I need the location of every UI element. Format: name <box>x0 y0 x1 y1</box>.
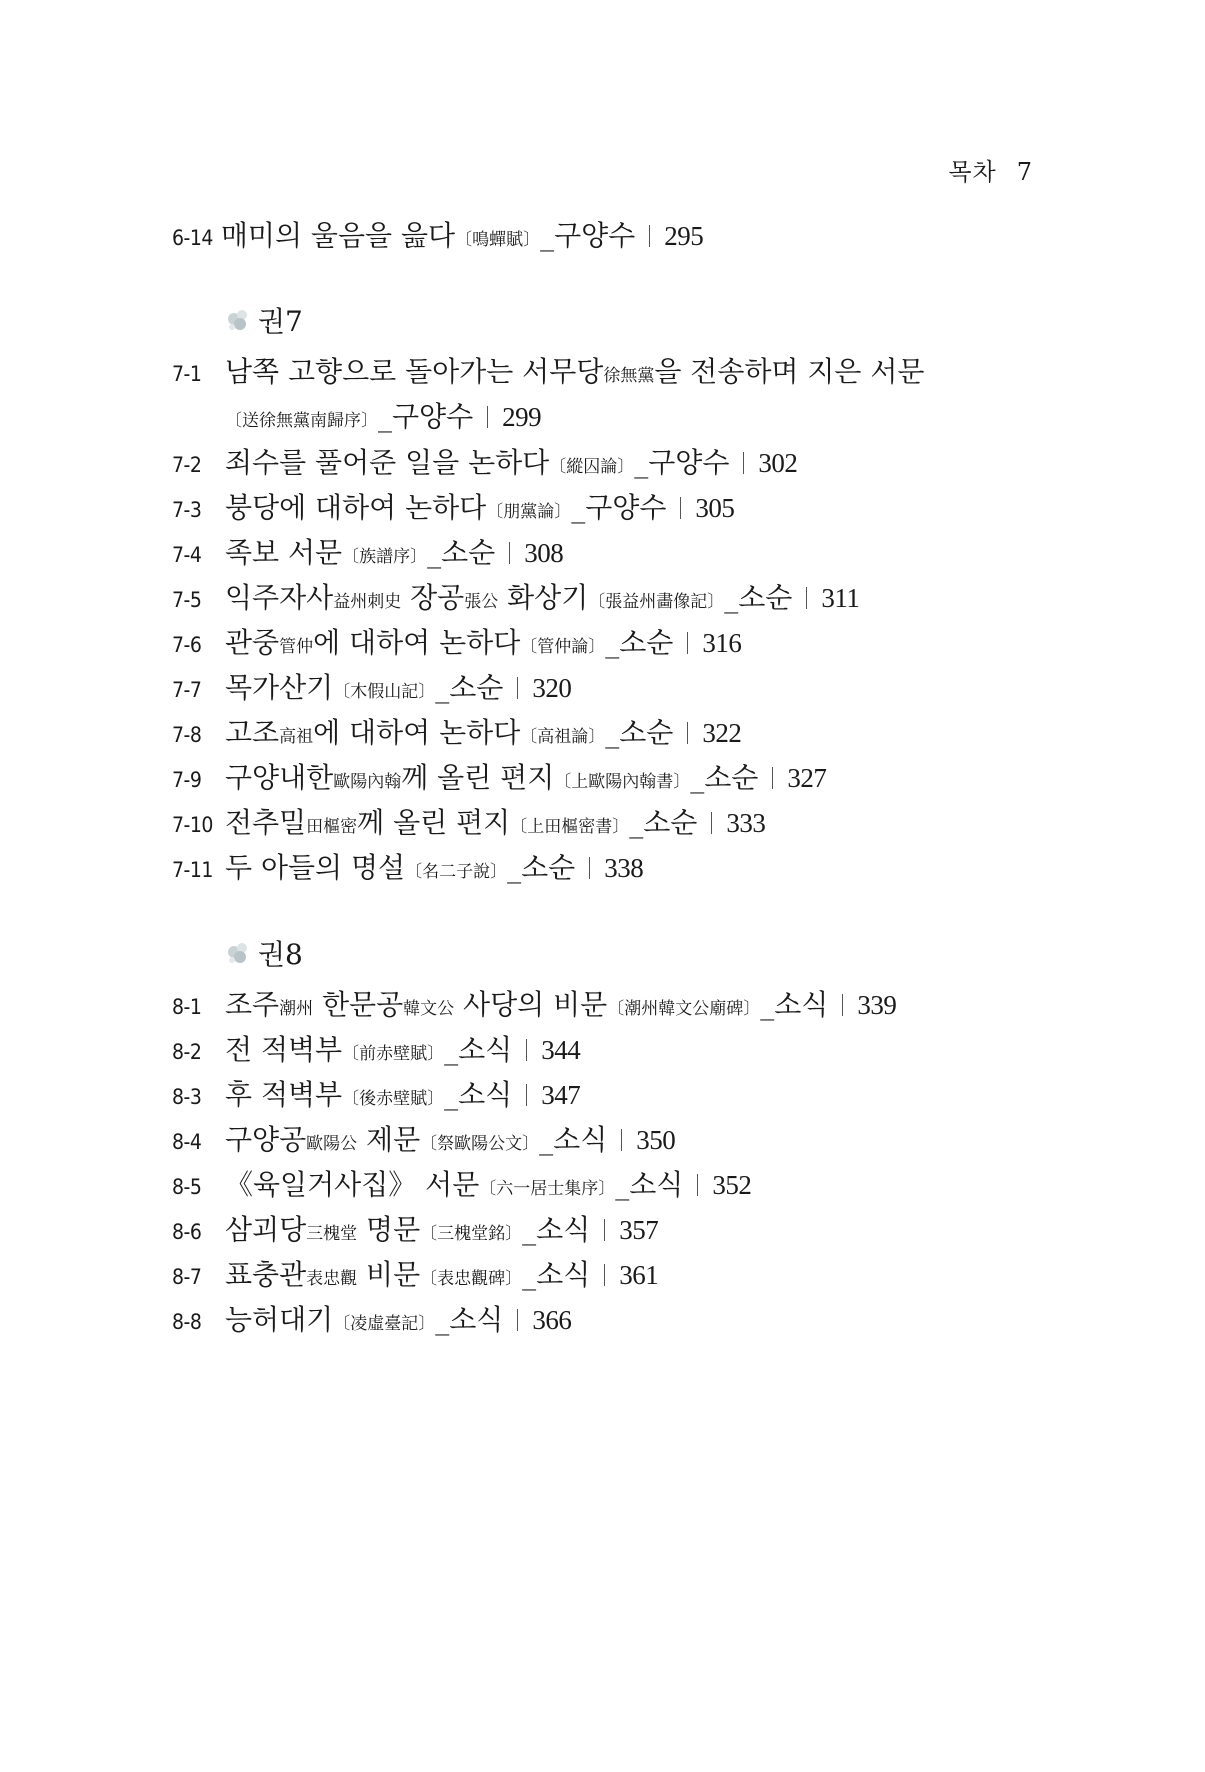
entry-original-title: 〔 前赤壁賦 〕 <box>342 1044 444 1064</box>
separator <box>509 542 510 564</box>
running-head <box>948 152 1033 187</box>
entry-hanja: 益州刺史 <box>333 592 402 612</box>
entry-title: 족보 서문 <box>225 536 343 569</box>
entry-author: _ 소식 <box>615 1168 683 1201</box>
toc-entry[interactable] <box>172 1030 580 1074</box>
flower-ornament-icon <box>224 307 254 335</box>
entry-author: _ 소식 <box>539 1123 607 1156</box>
entry-title: 죄수를 풀어준 일을 논하다 <box>225 446 550 479</box>
separator <box>487 406 488 428</box>
entry-title-cont: 에 대하여 논하다 <box>313 626 521 659</box>
toc-entry[interactable] <box>172 488 734 532</box>
entry-author: _ 소식 <box>435 1303 503 1336</box>
entry-hanja: 田樞密 <box>306 817 358 837</box>
toc-entry[interactable] <box>172 803 765 847</box>
entry-title-cont: 을 전송하며 지은 서문 <box>654 355 925 388</box>
entry-hanja: 表忠觀 <box>306 1269 358 1289</box>
entry-original-title: 〔 朋黨論 〕 <box>486 502 571 522</box>
entry-author: _ 소식 <box>760 988 828 1021</box>
entry-title: 삼괴당 <box>225 1213 307 1246</box>
separator <box>697 1174 698 1196</box>
toc-entry[interactable] <box>172 1165 751 1209</box>
toc-entry[interactable] <box>172 713 741 757</box>
entry-page: 302 <box>758 448 798 478</box>
entry-page: 305 <box>695 493 735 523</box>
entry-author: _ 구양수 <box>378 400 473 433</box>
entry-title: 전 적벽부 <box>225 1033 343 1066</box>
entry-original-title: 〔 六一居士集序 〕 <box>479 1179 615 1199</box>
separator <box>517 1309 518 1331</box>
flower-ornament-icon <box>224 940 254 968</box>
entry-number: 7-7 <box>172 678 202 702</box>
separator <box>806 587 807 609</box>
entry-original-title: 〔 後赤壁賦 〕 <box>342 1089 444 1109</box>
entry-number: 7-2 <box>172 453 202 477</box>
entry-title: 고조 <box>225 716 280 749</box>
entry-hanja: 三槐堂 <box>306 1224 358 1244</box>
entry-original-title: 〔 木假山記 〕 <box>333 682 435 702</box>
entry-author: _ 소순 <box>724 581 792 614</box>
running-head-title: 목차 <box>948 158 997 186</box>
entry-author: _ 구양수 <box>634 446 729 479</box>
entry-page: 339 <box>857 990 897 1020</box>
entry-original-title: 〔 縱囚論 〕 <box>549 457 634 477</box>
entry-title-cont: 제문 <box>357 1123 421 1156</box>
entry-number: 8-3 <box>172 1085 202 1109</box>
entry-title: 익주자사 <box>225 581 334 614</box>
entry-title-cont: 께 올린 편지 <box>401 761 555 794</box>
entry-author: _ 구양수 <box>540 219 635 252</box>
entry-title-cont: 장공 <box>401 581 465 614</box>
entry-page: 366 <box>532 1305 572 1335</box>
entry-title: 매미의 울음을 읊다 <box>220 219 456 252</box>
entry-number: 8-6 <box>172 1220 202 1244</box>
entry-number: 7-3 <box>172 498 202 522</box>
entry-hanja: 管仲 <box>279 637 314 657</box>
entry-original-title: 〔 凌虛臺記 〕 <box>333 1314 435 1334</box>
entry-page: 357 <box>619 1215 659 1245</box>
entry-number: 6-14 <box>172 226 213 250</box>
entry-title-cont: 명문 <box>357 1213 421 1246</box>
entry-author: _ 소순 <box>690 761 758 794</box>
section-heading <box>224 302 303 342</box>
separator <box>687 632 688 654</box>
separator <box>711 812 712 834</box>
entry-title-cont: 한문공 <box>313 988 404 1021</box>
separator <box>517 677 518 699</box>
entry-original-title: 〔 潮州韓文公廟碑 〕 <box>607 999 760 1019</box>
entry-original-title: 〔 高祖論 〕 <box>520 727 605 747</box>
entry-number: 7-9 <box>172 768 202 792</box>
separator <box>589 857 590 879</box>
entry-number: 7-10 <box>172 813 213 837</box>
entry-title-cont: 사당의 비문 <box>454 988 608 1021</box>
separator <box>743 452 744 474</box>
entry-page: 316 <box>702 628 742 658</box>
entry-author: _ 소순 <box>605 626 673 659</box>
entry-title: 두 아들의 명설 <box>225 851 406 884</box>
entry-number: 8-4 <box>172 1130 202 1154</box>
entry-original-title: 〔 鳴蟬賦 〕 <box>455 230 540 250</box>
toc-entry[interactable] <box>172 1075 580 1119</box>
entry-page: 299 <box>502 402 542 432</box>
entry-author: _ 소식 <box>444 1033 512 1066</box>
entry-hanja: 高祖 <box>279 727 314 747</box>
entry-original-title: 〔 送徐無黨南歸序 〕 <box>225 411 378 431</box>
entry-hanja: 韓文公 <box>403 999 455 1019</box>
entry-page: 361 <box>619 1260 659 1290</box>
entry-author: _ 소순 <box>605 716 673 749</box>
entry-title-cont: 에 대하여 논하다 <box>313 716 521 749</box>
entry-page: 350 <box>636 1125 676 1155</box>
entry-page: 352 <box>712 1170 752 1200</box>
separator <box>526 1039 527 1061</box>
entry-number: 8-2 <box>172 1040 202 1064</box>
entry-number: 7-1 <box>172 362 202 386</box>
entry-number: 8-8 <box>172 1310 202 1334</box>
entry-original-title: 〔 三槐堂銘 〕 <box>420 1224 522 1244</box>
entry-title: 남쪽 고향으로 돌아가는 서무당 <box>225 355 604 388</box>
separator <box>604 1264 605 1286</box>
entry-title: 관중 <box>225 626 280 659</box>
toc-entry[interactable] <box>172 1120 675 1164</box>
toc-entry[interactable] <box>172 578 859 622</box>
entry-original-title: 〔 名二子說 〕 <box>405 862 507 882</box>
entry-title: 후 적벽부 <box>225 1078 343 1111</box>
section-label: 권7 <box>258 305 303 338</box>
toc-entry[interactable] <box>172 848 643 892</box>
entry-page: 347 <box>541 1080 581 1110</box>
separator <box>526 1084 527 1106</box>
entry-title-cont: 비문 <box>357 1258 421 1291</box>
section-label: 권8 <box>258 938 303 971</box>
entry-original-title: 〔 上田樞密書 〕 <box>510 817 629 837</box>
entry-page: 320 <box>532 673 572 703</box>
entry-title: 목가산기 <box>225 671 334 704</box>
running-head-page: 7 <box>1016 158 1033 186</box>
toc-entry[interactable] <box>172 352 924 396</box>
entry-hanja: 歐陽公 <box>306 1134 358 1154</box>
toc-entry[interactable] <box>172 1210 658 1254</box>
entry-hanja: 潮州 <box>279 999 314 1019</box>
entry-author: _ 소식 <box>522 1213 590 1246</box>
entry-page: 311 <box>821 583 860 613</box>
entry-author: _ 소순 <box>507 851 575 884</box>
toc-entry[interactable] <box>172 985 896 1029</box>
entry-author: _ 소순 <box>629 806 697 839</box>
entry-original-title: 〔 管仲論 〕 <box>520 637 605 657</box>
toc-entry[interactable] <box>172 533 563 577</box>
separator <box>772 767 773 789</box>
entry-page: 327 <box>787 763 827 793</box>
separator <box>842 994 843 1016</box>
entry-page: 295 <box>664 221 704 251</box>
entry-page: 322 <box>702 718 742 748</box>
entry-number: 8-7 <box>172 1265 202 1289</box>
entry-hanja: 張公 <box>464 592 499 612</box>
toc-entry[interactable] <box>172 668 571 712</box>
toc-entry[interactable] <box>172 1300 571 1344</box>
toc-entry[interactable] <box>172 758 826 802</box>
entry-page: 338 <box>604 853 644 883</box>
toc-entry[interactable] <box>172 216 703 260</box>
toc-entry[interactable] <box>172 623 741 667</box>
entry-author: _ 소식 <box>444 1078 512 1111</box>
entry-author: _ 소순 <box>435 671 503 704</box>
separator <box>687 722 688 744</box>
entry-author: _ 소식 <box>522 1258 590 1291</box>
section-heading <box>224 935 303 975</box>
separator <box>649 225 650 247</box>
entry-number: 8-1 <box>172 995 202 1019</box>
entry-title-cont: 께 올린 편지 <box>357 806 511 839</box>
entry-number: 8-5 <box>172 1175 202 1199</box>
separator <box>680 497 681 519</box>
entry-title: 전추밀 <box>225 806 307 839</box>
entry-author: _ 소순 <box>427 536 495 569</box>
entry-page: 344 <box>541 1035 581 1065</box>
entry-title: 붕당에 대하여 논하다 <box>225 491 487 524</box>
separator <box>621 1129 622 1151</box>
separator <box>604 1219 605 1241</box>
entry-title: 《육일거사집》 서문 <box>225 1168 480 1201</box>
entry-number: 7-8 <box>172 723 202 747</box>
entry-number: 7-5 <box>172 588 202 612</box>
entry-page: 308 <box>524 538 564 568</box>
entry-hanja: 徐無黨 <box>603 366 655 386</box>
entry-title: 표충관 <box>225 1258 307 1291</box>
entry-original-title: 〔 上歐陽內翰書 〕 <box>554 772 690 792</box>
entry-title: 구양공 <box>225 1123 307 1156</box>
entry-original-title: 〔 表忠觀碑 〕 <box>420 1269 522 1289</box>
entry-original-title: 〔 族譜序 〕 <box>342 547 427 567</box>
entry-title: 능허대기 <box>225 1303 334 1336</box>
toc-entry[interactable] <box>172 1255 658 1299</box>
toc-entry[interactable] <box>172 443 797 487</box>
entry-title: 구양내한 <box>225 761 334 794</box>
entry-title-cont: 화상기 <box>498 581 589 614</box>
entry-number: 7-11 <box>172 858 213 882</box>
entry-page: 333 <box>726 808 766 838</box>
entry-number: 7-4 <box>172 543 202 567</box>
entry-title: 조주 <box>225 988 280 1021</box>
toc-entry-continuation[interactable] <box>172 397 541 441</box>
entry-hanja: 歐陽內翰 <box>333 772 402 792</box>
entry-number: 7-6 <box>172 633 202 657</box>
entry-author: _ 구양수 <box>571 491 666 524</box>
entry-original-title: 〔 張益州畵像記 〕 <box>588 592 724 612</box>
entry-original-title: 〔 祭歐陽公文 〕 <box>420 1134 539 1154</box>
